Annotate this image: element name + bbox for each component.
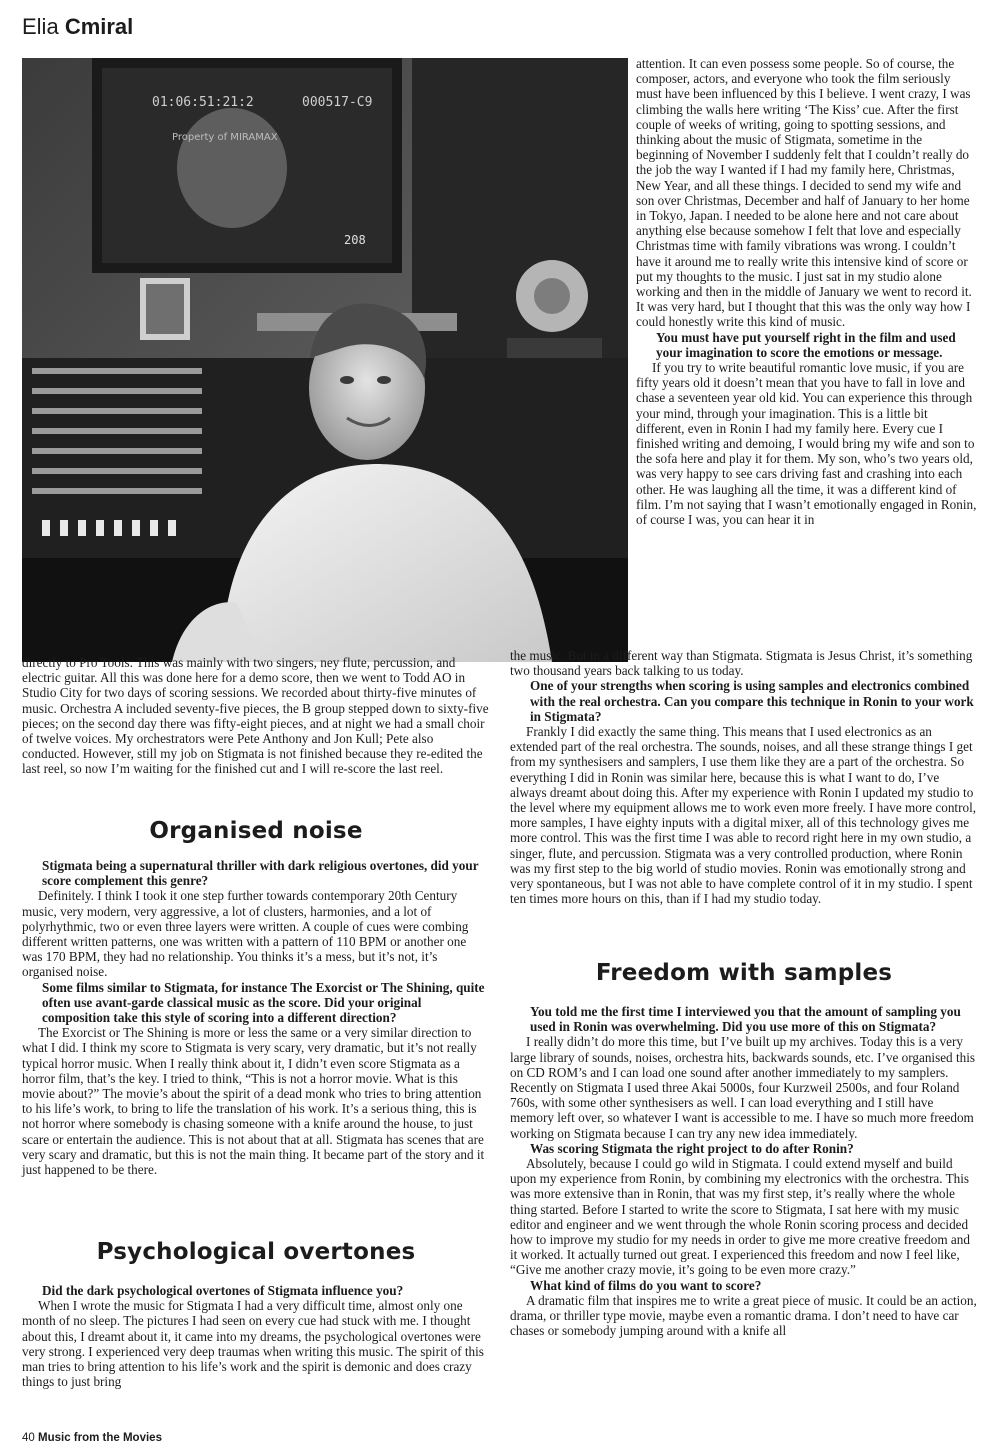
- interview-question: You must have put yourself right in the film and used your imagination to score the emotions or message.: [656, 329, 956, 360]
- page-number: 40: [22, 1432, 35, 1444]
- paragraph: I really didn’t do more this time, but I’ve built up my archives. Today this is a very large library of sounds, noises, orchestra hits, backwards sounds, etc. I’ve organised this on CD ROM’s and I can load one sound after another immediately to my samplers. Recently on Stigmata I used three Akai 5000s, four Kurzweil 2500s, and four Roland 760s, with some other synthesisers as well. I can load everything and I still have memory left over, so whatever I want is accessible to me. I have so much more freedom working on Stigmata because I can try any new idea immediately.: [510, 1034, 976, 1141]
- studio-photo-illustration: [22, 58, 628, 662]
- section-heading-freedom-with-samples: Freedom with samples: [595, 960, 893, 986]
- section-organised-noise-body: [22, 858, 490, 1177]
- header-last-name: Cmiral: [64, 14, 134, 39]
- paragraph: attention. It can even possess some people. So of course, the composer, actors, and everyone who took the film seriously must have been influenced by this I believe. I went crazy, I was climbing the walls here writing ‘The Kiss’ cue. After the first couple of weeks of writing, going to spotting sessions, and thinking about the music of Stigmata, sometime in the beginning of November I suddenly felt that I couldn’t really do the job the way I wanted if I had my family here, Christmas, New Year, and all these things. I decided to send my wife and son over Christmas, December and half of January to her home in Tokyo, Japan. I needed to be alone here and not care about anything else because somehow I felt that love and especially Christmas time with family vibrations was wrong. I couldn’t have it around me to really write this intensive kind of score or put my thoughts to the music. I just sat in my studio alone working and then in the middle of January we went to record it. It was very hard, but I thought that this was the only way how I could honestly write this kind of music.: [636, 56, 972, 330]
- interview-question: Was scoring Stigmata the right project to do after Ronin?: [530, 1140, 854, 1156]
- section-heading-organised-noise: Organised noise: [149, 818, 363, 844]
- interview-question: Stigmata being a supernatural thriller with dark religious overtones, did your score complement this genre?: [42, 858, 479, 889]
- running-header: [22, 14, 133, 40]
- interview-question: One of your strengths when scoring is using samples and electronics combined with the real orchestra. Can you compare this technique in Ronin to your work in Stigmata?: [530, 678, 974, 724]
- monitor-timecode-left: 01:06:51:21:2: [152, 95, 254, 110]
- paragraph: A dramatic film that inspires me to write a great piece of music. It could be an action, drama, or thriller type movie, maybe even a romantic drama. I don’t need to have car chases or somebody jumping around with a knife all: [510, 1292, 977, 1339]
- interview-question: What kind of films do you want to score?: [530, 1277, 762, 1293]
- monitor-watermark: Property of MIRAMAX: [172, 132, 278, 143]
- paragraph: the music. But in a different way than Stigmata. Stigmata is Jesus Christ, it’s something two thousand years back talking to us today.: [510, 648, 973, 679]
- paragraph: If you try to write beautiful romantic love music, if you are fifty years old it doesn’t mean that you have to fall in love and chase a seventeen year old kid. You can experience this through your mind, through your imagination. This is a little bit different, even in Ronin I had my family here. Every cue I finished writing and demoing, I would bring my wife and son to the sofa here and play it for them. My son, who’s two years old, was very happy to see cars driving fast and crashing into each other. He was laughing all the time, it was a different kind of film. I’m not saying that I wasn’t emotionally engaged in Ronin, of course I was, you can hear it in: [636, 360, 977, 528]
- header-first-name: Elia: [22, 14, 59, 39]
- paragraph: Frankly I did exactly the same thing. This means that I used electronics as an extended part of the real orchestra. The sounds, noises, and all these strange things I get from my synthesisers and samplers, I use them like they are a part of the orchestra. So everything I did in Ronin was similar here, because this is what I want to do, I’ve always dreamt about doing this. After my experience with Ronin I updated my studio to the level where my equipment allows me to work even more freely. I have more control, more samples, I have eighty inputs with a digital mixer, all of this technology gives me more control. This was the first time I was able to record right here in my own studio, a singer, flute, and percussion. Stigmata was a very controlled production, where Ronin was my first step to the big world of studio movies. Ronin was emotionally strong and very spontaneous, but I was not able to have complete control of it in my studio. I spent ten times more hours on this, than if I had my studio today.: [510, 724, 977, 907]
- monitor-number: 208: [344, 233, 366, 247]
- paragraph: Absolutely, because I could go wild in Stigmata. I could extend myself and build upon my experience from Ronin, by combining my electronics with the orchestra. This was more extensive than in Ronin, that was my first step, it’s really where the whole thing started. Before I started to write the score to Stigmata, I sat here with my music editor and engineer and we went through the whole Ronin scoring process and decided how to improve my studio for my needs in order to give me more creative freedom and it worked. It actually turned out great. I experienced this freedom and now I feel like, “Give me another crazy movie, it’s going to be even more crazy.”: [510, 1156, 970, 1278]
- publication-name: Music from the Movies: [38, 1432, 162, 1444]
- interview-question: Did the dark psychological overtones of Stigmata influence you?: [42, 1283, 404, 1298]
- column-wide: [510, 648, 978, 906]
- paragraph: The Exorcist or The Shining is more or less the same or a very similar direction to what I did. I think my score to Stigmata is very scary, very dramatic, but it’s not really typical horror music. When I really think about it, I didn’t even score Stigmata as a horror film, that’s the key. I tried to think, “This is not a horror movie. What is this movie about?” The movie’s about the spirit of a dead monk who tries to bring attention to his life’s work, to bring to life the translation of his work. It’s a serious thing, this is not horror where somebody is chasing someone with a knife around the house, to just scare or entertain the audience. This is not about that at all. Stigmata has scenes that are very scary and dramatic, but this is not the main thing. It became part of the story and it just happened to be there.: [22, 1025, 485, 1178]
- paragraph: When I wrote the music for Stigmata I had a very difficult time, almost only one month of no sleep. The pictures I had seen on every cue had stuck with me. I thought about this, I dreamt about it, it came into my dreams, the psychological overtones were very strong. I experienced very deep traumas when writing this music. The spirit of this man tries to bring attention to his life’s work and the spirit is demonic and does crazy things to just bring: [22, 1298, 484, 1390]
- section-heading-psychological-overtones: Psychological overtones: [96, 1239, 416, 1265]
- section-freedom-body: [510, 1004, 978, 1338]
- page-footer: [22, 1432, 162, 1444]
- column-left: [22, 655, 490, 777]
- column-right-top: [636, 56, 978, 527]
- studio-photo: [22, 58, 628, 662]
- monitor-timecode-right: 000517-C9: [302, 95, 373, 110]
- paragraph: directly to Pro Tools. This was mainly with two singers, ney flute, percussion, and electric guitar. All this was done here for a demo score, then we went to Todd AO in Studio City for two days of scoring sessions. We recorded about thirty-five minutes of music. Orchestra A included seventy-five pieces, the B group stepped down to sixty-five pieces; on the second day there was fifty-eight pieces, and at night we had a small choir of twelve voices. My orchestrators were Pete Anthony and Jon Kull; Pete also conducted. However, still my job on Stigmata is not finished because they re-edited the last reel, so now I’m waiting for the finished cut and I will re-score the last reel.: [22, 655, 489, 777]
- interview-question: You told me the first time I interviewed you that the amount of sampling you used in Ronin was overwhelming. Did you use more of this on Stigmata?: [530, 1004, 961, 1035]
- section-psychological-body: [22, 1283, 490, 1389]
- interview-question: Some films similar to Stigmata, for instance The Exorcist or The Shining, quite often use avant-garde classical music as the score. Did your original composition take this style of scoring into a different direction?: [42, 979, 485, 1026]
- paragraph: Definitely. I think I took it one step further towards contemporary 20th Century music, very modern, very aggressive, a lot of clusters, harmonies, and a lot of polyrhythmic, two or even three layers were written. A couple of cues were combing different written patterns, one was written with a pattern of 110 BPM or another one was 170 BPM, they had no relationship. You thinks it’s a mess, but it’s not, it’s organised noise.: [22, 888, 469, 980]
